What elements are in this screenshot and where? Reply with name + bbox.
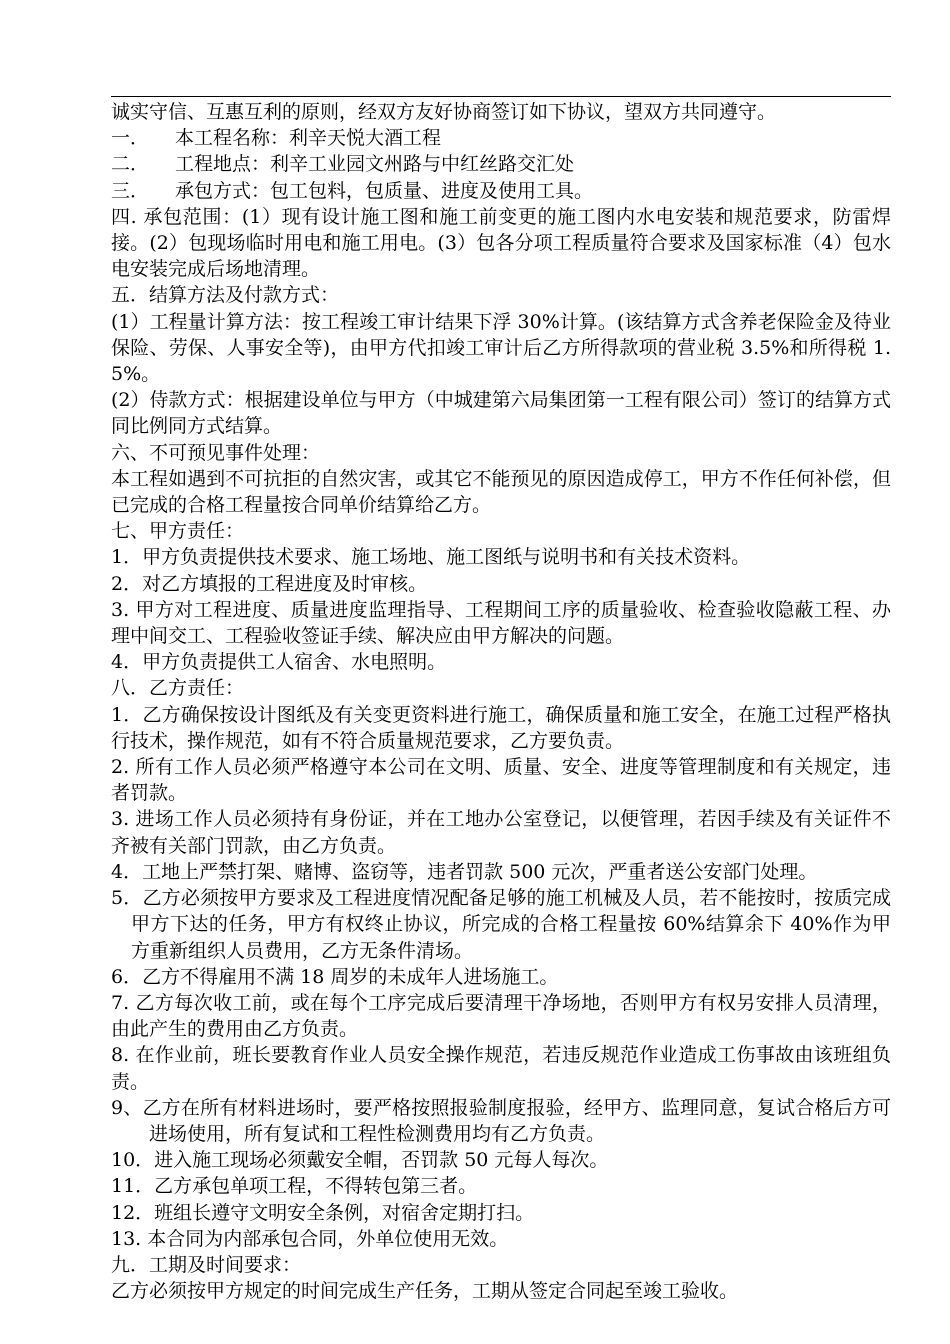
clause-text: 工程地点：利辛工业园文州路与中红丝路交汇处 <box>175 153 575 176</box>
party-b-item: 13. 本合同为内部承包合同，外单位使用无效。 <box>111 1227 509 1250</box>
party-b-item: 2. 所有工作人员必须严格遵守本公司在文明、质量、安全、进度等管理制度和有关规定，违者罚款。 <box>111 756 891 805</box>
clause-number: 三． <box>111 179 150 202</box>
clause-text: 本工程名称：利辛天悦大酒工程 <box>175 127 442 150</box>
clause-project-location <box>111 151 891 177</box>
clause-number: 二． <box>111 153 150 176</box>
clause-contract-mode <box>111 178 891 204</box>
clause-project-name <box>111 125 891 151</box>
clause-number: 一． <box>111 127 150 150</box>
party-a-item: 1．甲方负责提供技术要求、施工场地、施工图纸与说明书和有关技术资料。 <box>111 546 751 569</box>
party-a-item: 4．甲方负责提供工人宿舍、水电照明。 <box>111 651 447 674</box>
header-rule <box>111 96 891 97</box>
section-party-b-title: 八．乙方责任： <box>111 677 245 700</box>
section-force-majeure-title: 六、不可预见事件处理： <box>111 441 321 464</box>
period-text: 乙方必须按甲方规定的时间完成生产任务，工期从签定合同起至竣工验收。 <box>111 1280 739 1303</box>
party-b-item: 6．乙方不得雇用不满 18 周岁的未成年人进场施工。 <box>111 965 559 988</box>
party-b-item: 11．乙方承包单项工程，不得转包第三者。 <box>111 1175 478 1198</box>
clause-scope: 四. 承包范围：(1）现有设计施工图和施工前变更的施工图内水电安装和规范要求，防雷焊接。(2）包现场临时用电和施工用电。(3）包各分项工程质量符合要求及国家标准（4）包水电安装完成后场地清理。 <box>111 205 891 281</box>
settlement-calculation: (1）工程量计算方法：按工程竣工审计结果下浮 30%计算。(该结算方式含养老保险金及待业保险、劳保、人事安全等)，由甲方代扣竣工审计后乙方所得款项的营业税 3.5%和所得税 1.5%。 <box>111 310 891 386</box>
party-b-item: 7. 乙方每次收工前，或在每个工序完成后要清理干净场地，否则甲方有权另安排人员清理，由此产生的费用由乙方负责。 <box>111 991 891 1041</box>
party-b-item: 12．班组长遵守文明安全条例，对宿舍定期打扫。 <box>111 1201 535 1224</box>
party-a-item: 3. 甲方对工程进度、质量进度监理指导、工程期间工序的质量验收、检查验收隐蔽工程、办理中间交工、工程验收签证手续、解决应由甲方解决的问题。 <box>111 598 891 648</box>
section-period-title: 九．工期及时间要求： <box>111 1253 302 1276</box>
document-page <box>111 96 891 1304</box>
party-b-item: 3. 进场工作人员必须持有身份证，并在工地办公室登记，以便管理，若因手续及有关证件不齐被有关部门罚款，由乙方负责。 <box>111 808 891 857</box>
party-b-item: 1．乙方确保按设计图纸及有关变更资料进行施工，确保质量和施工安全，在施工过程严格执行技术，操作规范，如有不符合质量规范要求，乙方要负责。 <box>111 703 891 752</box>
force-majeure-text: 本工程如遇到不可抗拒的自然灾害，或其它不能预见的原因造成停工，甲方不作任何补偿，但已完成的合格工程量按合同单价结算给乙方。 <box>111 467 891 517</box>
party-b-item: 9、乙方在所有材料进场时，要严格按照报验制度报验，经甲方、监理同意，复试合格后方可进场使用，所有复试和工程性检测费用均有乙方负责。 <box>111 1096 891 1145</box>
party-b-item: 5．乙方必须按甲方要求及工程进度情况配备足够的施工机械及人员，若不能按时，按质完成甲方下达的任务，甲方有权终止协议，所完成的合格工程量按 60%结算余下 40%作为甲方重新组织人员费用，乙方无条件清场。 <box>111 887 891 962</box>
party-b-item: 4．工地上严禁打架、赌博、盗窃等，违者罚款 500 元次，严重者送公安部门处理。 <box>111 860 818 883</box>
section-party-a-title: 七、甲方责任： <box>111 520 245 543</box>
settlement-payment: (2）侍款方式：根据建设单位与甲方（中城建第六局集团第一工程有限公司）签订的结算方式同比例同方式结算。 <box>111 389 891 438</box>
intro-paragraph: 诚实守信、互惠互利的原则，经双方友好协商签订如下协议，望双方共同遵守。 <box>111 101 777 123</box>
party-a-item: 2．对乙方填报的工程进度及时审核。 <box>111 572 428 595</box>
clause-text: 承包方式：包工包料，包质量、进度及使用工具。 <box>175 179 594 202</box>
section-settlement-title: 五．结算方法及付款方式： <box>111 284 340 307</box>
party-b-item: 8. 在作业前，班长要教育作业人员安全操作规范，若违反规范作业造成工伤事故由该班组负责。 <box>111 1044 891 1093</box>
party-b-item: 10．进入施工现场必须戴安全帽，否罚款 50 元每人每次。 <box>111 1149 609 1172</box>
